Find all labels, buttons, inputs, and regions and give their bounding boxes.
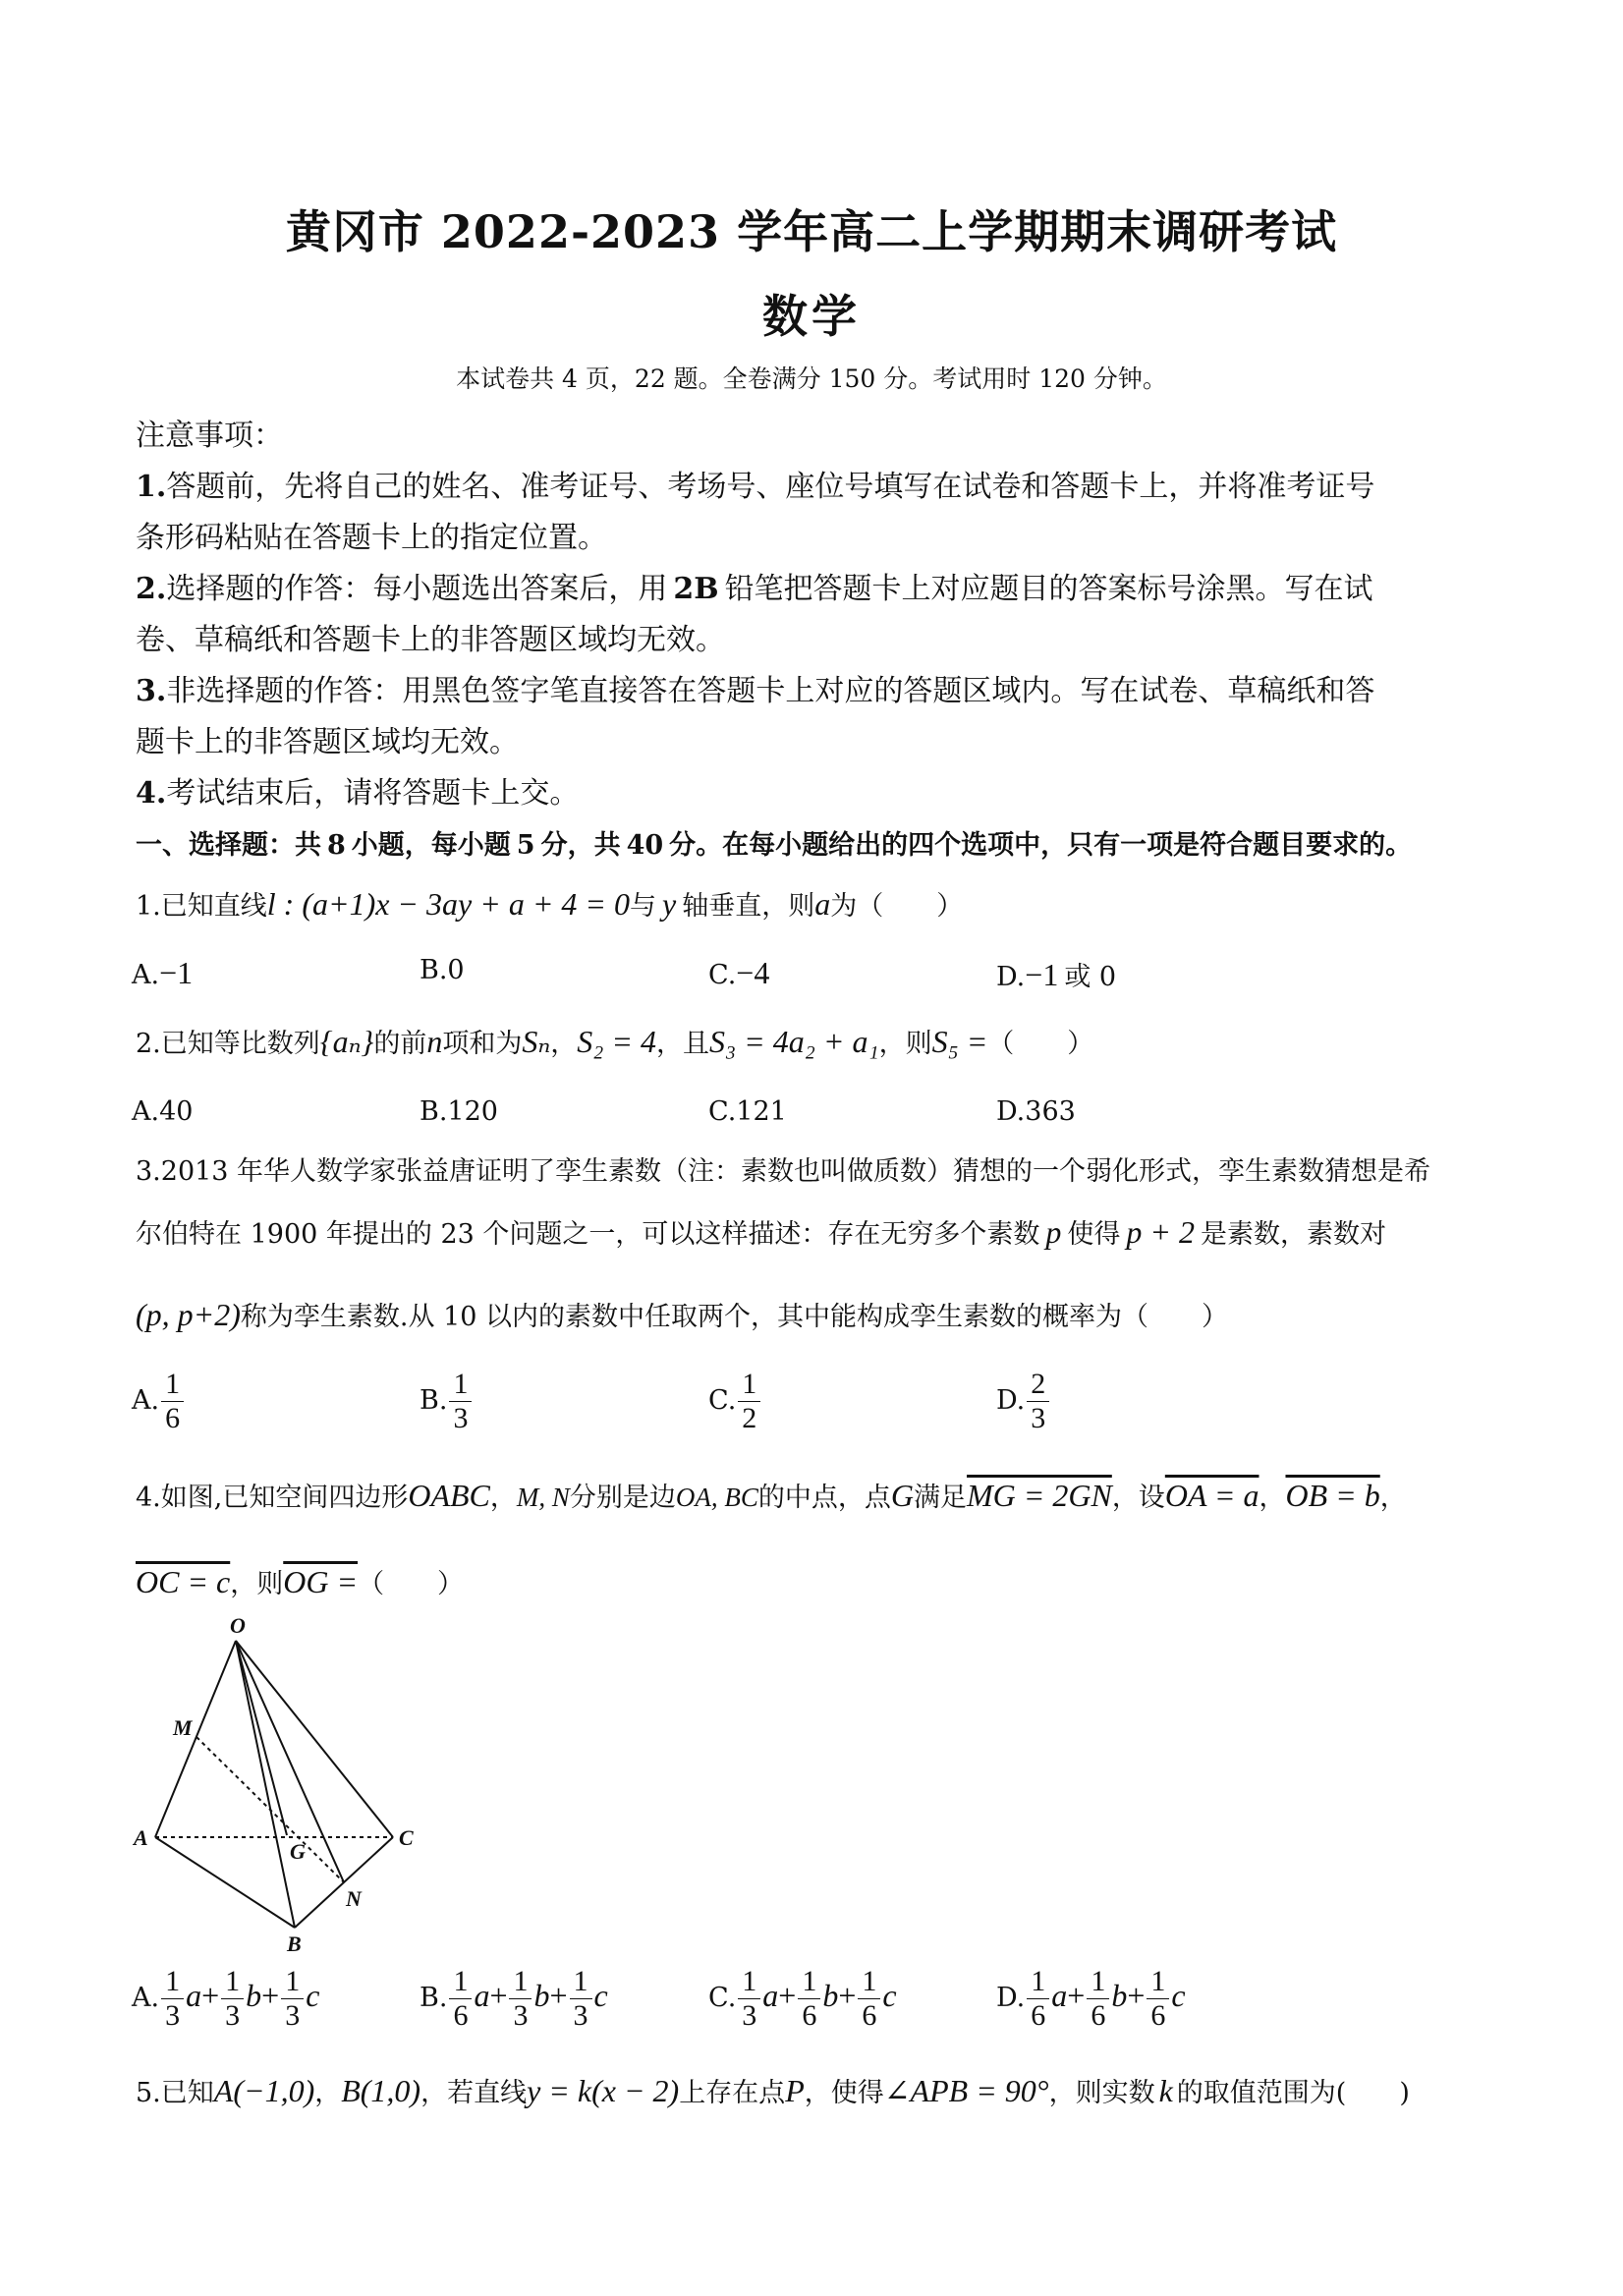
q1-option-c[interactable]: C.−4 bbox=[708, 955, 770, 990]
exam-subject: 数学 bbox=[762, 290, 861, 343]
question-4-line-1: 4.如图,已知空间四边形OABC，M, N分别是边OA, BC的中点，点G满足MG = 2GN，设OA = a，OB = b， bbox=[136, 1478, 1407, 1513]
fig-label-c: C bbox=[399, 1825, 414, 1850]
q4-option-b[interactable]: B. $\frac{1}{6}$ a+ $\frac{1}{3}$ b+ $\frac{1}{3}$ c bbox=[420, 1965, 608, 2032]
notice-4: 4.考试结束后，请将答题卡上交。 bbox=[136, 776, 580, 811]
notice-2-line-1: 2.选择题的作答：每小题选出答案后，用 2B 铅笔把答题卡上对应题目的答案标号涂黑。写在试 bbox=[136, 572, 1373, 606]
fig-label-o: O bbox=[230, 1613, 246, 1638]
fig-label-m: M bbox=[173, 1715, 193, 1740]
question-1: 1.已知直线l : (a+1)x − 3ay + a + 4 = 0与 y 轴垂直，则a为（ ） bbox=[136, 886, 964, 922]
question-3-line-2: 尔伯特在 1900 年提出的 23 个问题之一，可以这样描述：存在无穷多个素数 p 使得 p + 2 是素数，素数对 bbox=[136, 1214, 1386, 1250]
q1-option-a[interactable]: A.−1 bbox=[132, 955, 194, 990]
fig-label-b: B bbox=[287, 1932, 302, 1955]
exam-title: 黄冈市 2022-2023 学年高二上学期期末调研考试 bbox=[285, 205, 1338, 258]
tetrahedron-figure bbox=[128, 1611, 452, 1955]
q4-option-a[interactable]: A. $\frac{1}{3}$ a+ $\frac{1}{3}$ b+ $\frac{1}{3}$ c bbox=[132, 1965, 320, 2032]
q3-option-d[interactable]: D. $\frac{2}{3}$ bbox=[996, 1368, 1051, 1435]
q3-option-c[interactable]: C. $\frac{1}{2}$ bbox=[708, 1368, 762, 1435]
q4-option-d[interactable]: D. $\frac{1}{6}$ a+ $\frac{1}{6}$ b+ $\frac{1}{6}$ c bbox=[996, 1965, 1186, 2032]
exam-info: 本试卷共 4 页，22 题。全卷满分 150 分。考试用时 120 分钟。 bbox=[456, 364, 1167, 393]
q1-option-b[interactable]: B.0 bbox=[420, 955, 465, 985]
notice-2-line-2: 卷、草稿纸和答题卡上的非答题区域均无效。 bbox=[136, 623, 725, 657]
question-2: 2.已知等比数列{aₙ}的前n项和为Sₙ，S₂ = 4，且S₃ = 4a₂ + a₁，则S₅ =（ ） bbox=[136, 1024, 1094, 1059]
question-4-line-2: OC = c，则OG =（ ） bbox=[136, 1564, 465, 1599]
q2-option-a[interactable]: A.40 bbox=[132, 1096, 194, 1127]
question-3-line-1: 3.2013 年华人数学家张益唐证明了孪生素数（注：素数也叫做质数）猜想的一个弱化形式，孪生素数猜想是希 bbox=[136, 1156, 1431, 1187]
section-1-heading: 一、选择题：共 8 小题，每小题 5 分，共 40 分。在每小题给出的四个选项中，只有一项是符合题目要求的。 bbox=[136, 830, 1413, 861]
fig-label-g: G bbox=[290, 1839, 306, 1864]
notice-1-line-2: 条形码粘贴在答题卡上的指定位置。 bbox=[136, 521, 607, 555]
fig-label-n: N bbox=[346, 1886, 362, 1911]
q2-option-b[interactable]: B.120 bbox=[420, 1096, 498, 1127]
q4-option-c[interactable]: C. $\frac{1}{3}$ a+ $\frac{1}{6}$ b+ $\frac{1}{6}$ c bbox=[708, 1965, 897, 2032]
q1-option-d[interactable]: D.−1 或 0 bbox=[996, 957, 1117, 992]
question-3-line-3: (p, p+2)称为孪生素数.从 10 以内的素数中任取两个，其中能构成孪生素数的概率为（ ） bbox=[136, 1297, 1229, 1332]
notice-3-line-1: 3.非选择题的作答：用黑色签字笔直接答在答题卡上对应的答题区域内。写在试卷、草稿纸和答 bbox=[136, 674, 1375, 708]
q2-option-d[interactable]: D.363 bbox=[996, 1096, 1076, 1127]
question-5: 5.已知A(−1,0)，B(1,0)，若直线y = k(x − 2)上存在点P，使得∠APB = 90°，则实数 k 的取值范围为( ) bbox=[136, 2073, 1410, 2108]
q3-option-a[interactable]: A. $\frac{1}{6}$ bbox=[132, 1368, 186, 1435]
q2-option-c[interactable]: C.121 bbox=[708, 1096, 787, 1127]
fig-label-a: A bbox=[134, 1825, 148, 1850]
notice-3-line-2: 题卡上的非答题区域均无效。 bbox=[136, 725, 519, 759]
notice-heading: 注意事项： bbox=[136, 419, 283, 453]
q3-option-b[interactable]: B. $\frac{1}{3}$ bbox=[420, 1368, 474, 1435]
notice-1-line-1: 1.答题前，先将自己的姓名、准考证号、考场号、座位号填写在试卷和答题卡上，并将准考证号 bbox=[136, 470, 1375, 504]
